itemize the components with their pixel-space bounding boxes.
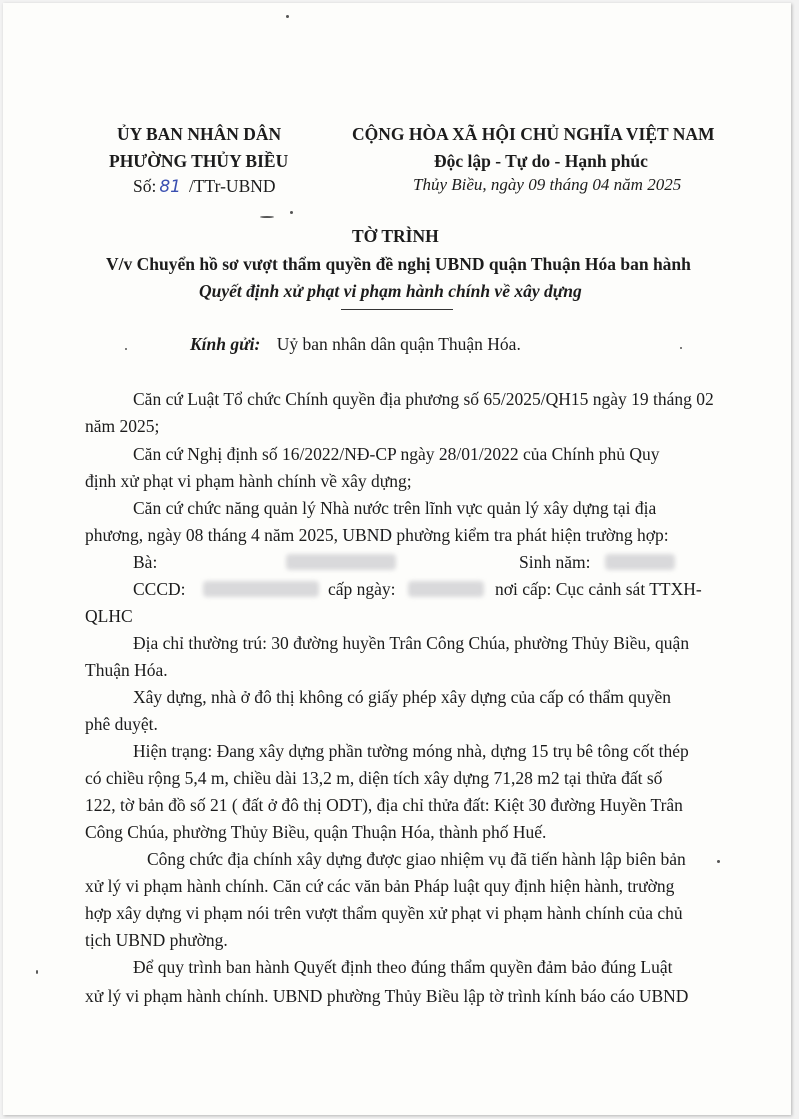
agency-name-line2: PHƯỜNG THỦY BIỀU [109, 151, 289, 171]
document-number [133, 176, 276, 197]
subject-line2: Quyết định xử phạt vi phạm hành chính về xây dựng [199, 281, 582, 301]
body-line-14: Hiện trạng: Đang xây dựng phần tường móng nhà, dựng 15 trụ bê tông cốt thép [133, 741, 689, 761]
scan-speck [125, 348, 127, 350]
recipient-name: Uỷ ban nhân dân quận Thuận Hóa. [276, 334, 521, 354]
body-line-22: Để quy trình ban hành Quyết định theo đúng thẩm quyền đảm bảo đúng Luật [133, 957, 673, 977]
body-line-2: năm 2025; [85, 416, 160, 436]
body-line-3: Căn cứ Nghị định số 16/2022/NĐ-CP ngày 28/01/2022 của Chính phủ Quy [133, 444, 660, 464]
body-line-9: QLHC [85, 606, 133, 626]
body-line-13: phê duyệt. [85, 714, 158, 734]
body-line-15: có chiều rộng 5,4 m, chiều dài 13,2 m, diện tích xây dựng 71,28 m2 tại thửa đất số [85, 768, 663, 788]
body-line-6: phương, ngày 08 tháng 4 năm 2025, UBND phường kiểm tra phát hiện trường hợp: [85, 525, 669, 545]
body-line-16: 122, tờ bản đồ số 21 ( đất ở đô thị ODT), địa chỉ thửa đất: Kiệt 30 đường Huyền Trân [85, 795, 683, 815]
document-number-prefix: Số: [133, 176, 157, 196]
redacted-cccd [203, 581, 319, 597]
ba-label: Bà: [133, 552, 158, 572]
document-number-handwritten: 81 [159, 177, 181, 197]
body-line-18: Công chức địa chính xây dựng được giao nhiệm vụ đã tiến hành lập biên bản [147, 849, 686, 869]
issue-date-label: cấp ngày: [328, 579, 396, 599]
scan-speck [36, 970, 38, 974]
scan-speck [286, 15, 289, 18]
body-line-17: Công Chúa, phường Thủy Biều, quận Thuận Hóa, thành phố Huế. [85, 822, 547, 842]
scan-speck [290, 211, 293, 214]
subject-line1: V/v Chuyển hồ sơ vượt thẩm quyền đề nghị UBND quận Thuận Hóa ban hành [106, 254, 691, 274]
redacted-issue-date [408, 581, 484, 597]
body-line-23: xử lý vi phạm hành chính. UBND phường Thủy Biều lập tờ trình kính báo cáo UBND [85, 986, 689, 1006]
recipient-label: Kính gửi: [190, 334, 261, 354]
national-title: CỘNG HÒA XÃ HỘI CHỦ NGHĨA VIỆT NAM [352, 124, 715, 144]
document-number-suffix: /TTr-UBND [189, 176, 276, 196]
issue-place: nơi cấp: Cục cảnh sát TTXH- [495, 579, 702, 599]
body-line-20: hợp xây dựng vi phạm nói trên vượt thẩm quyền xử phạt vi phạm hành chính của chủ [85, 903, 683, 923]
body-line-19: xử lý vi phạm hành chính. Căn cứ các văn bản Pháp luật quy định hiện hành, trường [85, 876, 675, 896]
body-line-12: Xây dựng, nhà ở đô thị không có giấy phép xây dựng của cấp có thẩm quyền [133, 687, 672, 707]
scan-speck [680, 347, 682, 349]
redacted-name [286, 554, 396, 570]
scan-speck [260, 216, 274, 218]
body-line-1: Căn cứ Luật Tổ chức Chính quyền địa phương số 65/2025/QH15 ngày 19 tháng 02 [133, 389, 714, 409]
document-page [3, 3, 791, 1115]
body-line-21: tịch UBND phường. [85, 930, 228, 950]
recipient [190, 334, 521, 355]
body-line-10: Địa chỉ thường trú: 30 đường huyền Trân Công Chúa, phường Thủy Biều, quận [133, 633, 690, 653]
body-line-4: định xử phạt vi phạm hành chính về xây dựng; [85, 471, 412, 491]
body-line-5: Căn cứ chức năng quản lý Nhà nước trên lĩnh vực quản lý xây dựng tại địa [133, 498, 657, 518]
national-motto: Độc lập - Tự do - Hạnh phúc [434, 151, 648, 171]
agency-name-line1: ỦY BAN NHÂN DÂN [117, 124, 282, 144]
subject-underline [341, 309, 453, 310]
cccd-label: CCCD: [133, 579, 186, 599]
body-line-11: Thuận Hóa. [85, 660, 168, 680]
scan-speck [717, 860, 720, 863]
person-name-row [133, 552, 157, 573]
redacted-birth-year [605, 554, 675, 570]
document-type: TỜ TRÌNH [352, 226, 439, 246]
place-and-date: Thủy Biều, ngày 09 tháng 04 năm 2025 [413, 175, 682, 194]
birth-year-label: Sinh năm: [519, 552, 591, 572]
